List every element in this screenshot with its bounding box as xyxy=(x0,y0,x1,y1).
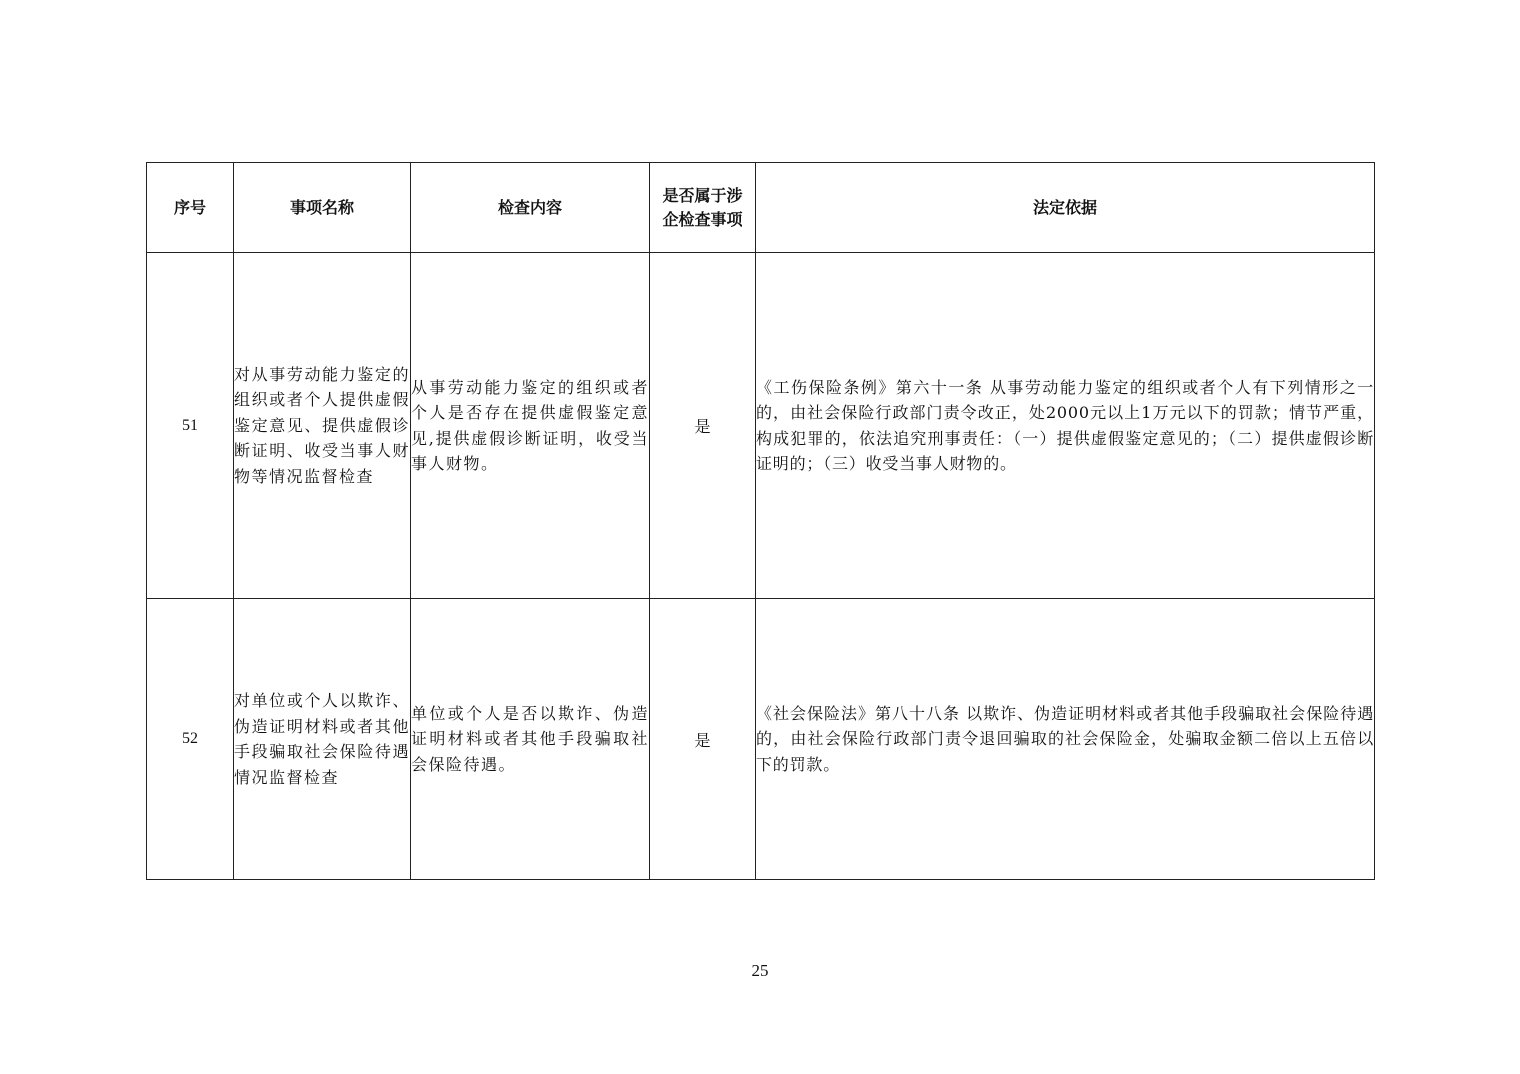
row-index: 52 xyxy=(147,599,234,880)
row-enterprise: 是 xyxy=(650,599,756,880)
table-header-row xyxy=(147,163,1375,253)
header-content: 检查内容 xyxy=(411,163,650,253)
table-row xyxy=(147,253,1375,599)
header-basis: 法定依据 xyxy=(756,163,1375,253)
row-content: 从事劳动能力鉴定的组织或者个人是否存在提供虚假鉴定意见,提供虚假诊断证明，收受当事人财物。 xyxy=(411,253,650,599)
row-content: 单位或个人是否以欺诈、伪造证明材料或者其他手段骗取社会保险待遇。 xyxy=(411,599,650,880)
row-basis: 《社会保险法》第八十八条 以欺诈、伪造证明材料或者其他手段骗取社会保险待遇的，由社会保险行政部门责令退回骗取的社会保险金，处骗取金额二倍以上五倍以下的罚款。 xyxy=(756,599,1375,880)
header-enterprise xyxy=(650,163,756,253)
header-item-name: 事项名称 xyxy=(234,163,411,253)
row-item-name: 对从事劳动能力鉴定的组织或者个人提供虚假鉴定意见、提供虚假诊断证明、收受当事人财物等情况监督检查 xyxy=(234,253,411,599)
header-enterprise-label: 是否属于涉企检查事项 xyxy=(662,185,743,229)
header-index: 序号 xyxy=(147,163,234,253)
row-index: 51 xyxy=(147,253,234,599)
inspection-items-table xyxy=(146,162,1375,880)
row-item-name: 对单位或个人以欺诈、伪造证明材料或者其他手段骗取社会保险待遇情况监督检查 xyxy=(234,599,411,880)
row-basis: 《工伤保险条例》第六十一条 从事劳动能力鉴定的组织或者个人有下列情形之一的，由社会保险行政部门责令改正，处2000元以上1万元以下的罚款；情节严重，构成犯罪的，依法追究刑事责任：（一）提供虚假鉴定意见的；（二）提供虚假诊断证明的；（三）收受当事人财物的。 xyxy=(756,253,1375,599)
row-enterprise: 是 xyxy=(650,253,756,599)
table-row xyxy=(147,599,1375,880)
page-number: 25 xyxy=(751,961,769,980)
